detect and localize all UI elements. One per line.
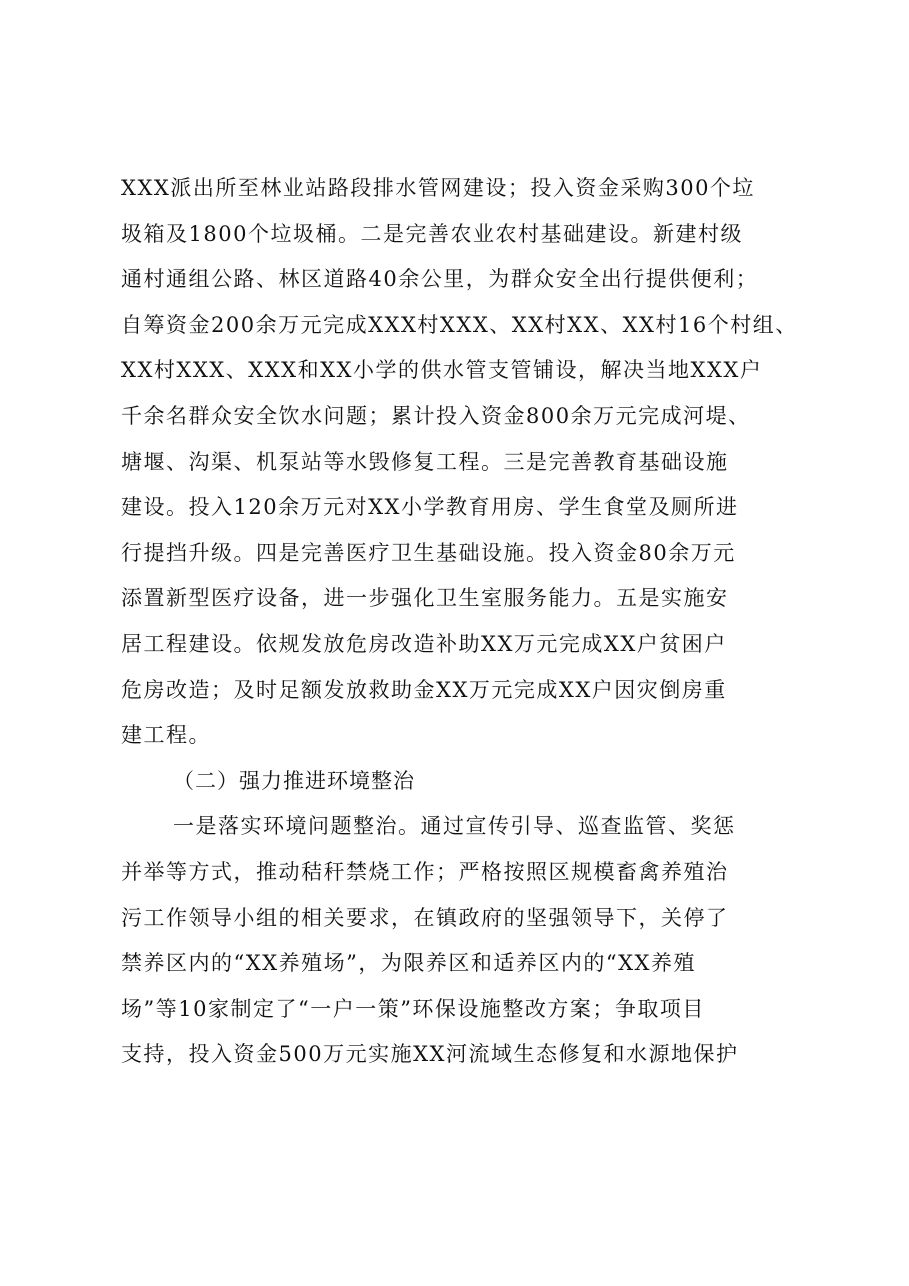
paragraph-line: 行提挡升级。四是完善医疗卫生基础设施。投入资金80余万元 [121,540,736,565]
paragraph-line: XX村XXX、XXX和XX小学的供水管支管铺设，解决当地XXX户 [121,358,763,383]
paragraph-line: 添置新型医疗设备，进一步强化卫生室服务能力。五是实施安 [121,586,729,611]
paragraph-line: 危房改造；及时足额发放救助金XX万元完成XX户因灾倒房重 [121,677,727,702]
section-paragraph-line: 场”等10家制定了“一户一策”环保设施整改方案；争取项目 [121,996,705,1021]
paragraph-line: 塘堰、沟渠、机泵站等水毁修复工程。三是完善教育基础设施 [121,449,729,474]
paragraph-line: 千余名群众安全饮水问题；累计投入资金800余万元完成河堤、 [121,403,751,428]
paragraph-line: 通村通组公路、林区道路40余公里，为群众安全出行提供便利； [121,267,759,292]
paragraph-line: 自筹资金200余万元完成XXX村XXX、XX村XX、XX村16个村组、 [121,312,798,337]
paragraph-line: 建设。投入120余万元对XX小学教育用房、学生食堂及厕所进 [121,495,739,520]
section-heading: （二）强力推进环境整治 [173,768,415,793]
section-paragraph-line: 污工作领导小组的相关要求，在镇政府的坚强领导下，关停了 [121,905,729,930]
section-paragraph-line: 并举等方式，推动秸秆禁烧工作；严格按照区规模畜禽养殖治 [121,859,729,884]
document-body [121,166,821,1078]
section-paragraph-line: 一是落实环境问题整治。通过宣传引导、巡查监管、奖惩 [173,814,736,839]
section-paragraph-line: 禁养区内的“XX养殖场”，为限养区和适养区内的“XX养殖 [121,951,697,976]
paragraph-line: XXX派出所至林业站路段排水管网建设；投入资金采购300个垃 [121,176,755,200]
section-paragraph-line: 支持，投入资金500万元实施XX河流域生态修复和水源地保护 [121,1042,739,1067]
paragraph-line: 圾箱及1800个垃圾桶。二是完善农业农村基础建设。新建村级 [121,221,743,246]
paragraph-line: 居工程建设。依规发放危房改造补助XX万元完成XX户贫困户 [121,631,727,656]
paragraph-line: 建工程。 [121,723,211,748]
